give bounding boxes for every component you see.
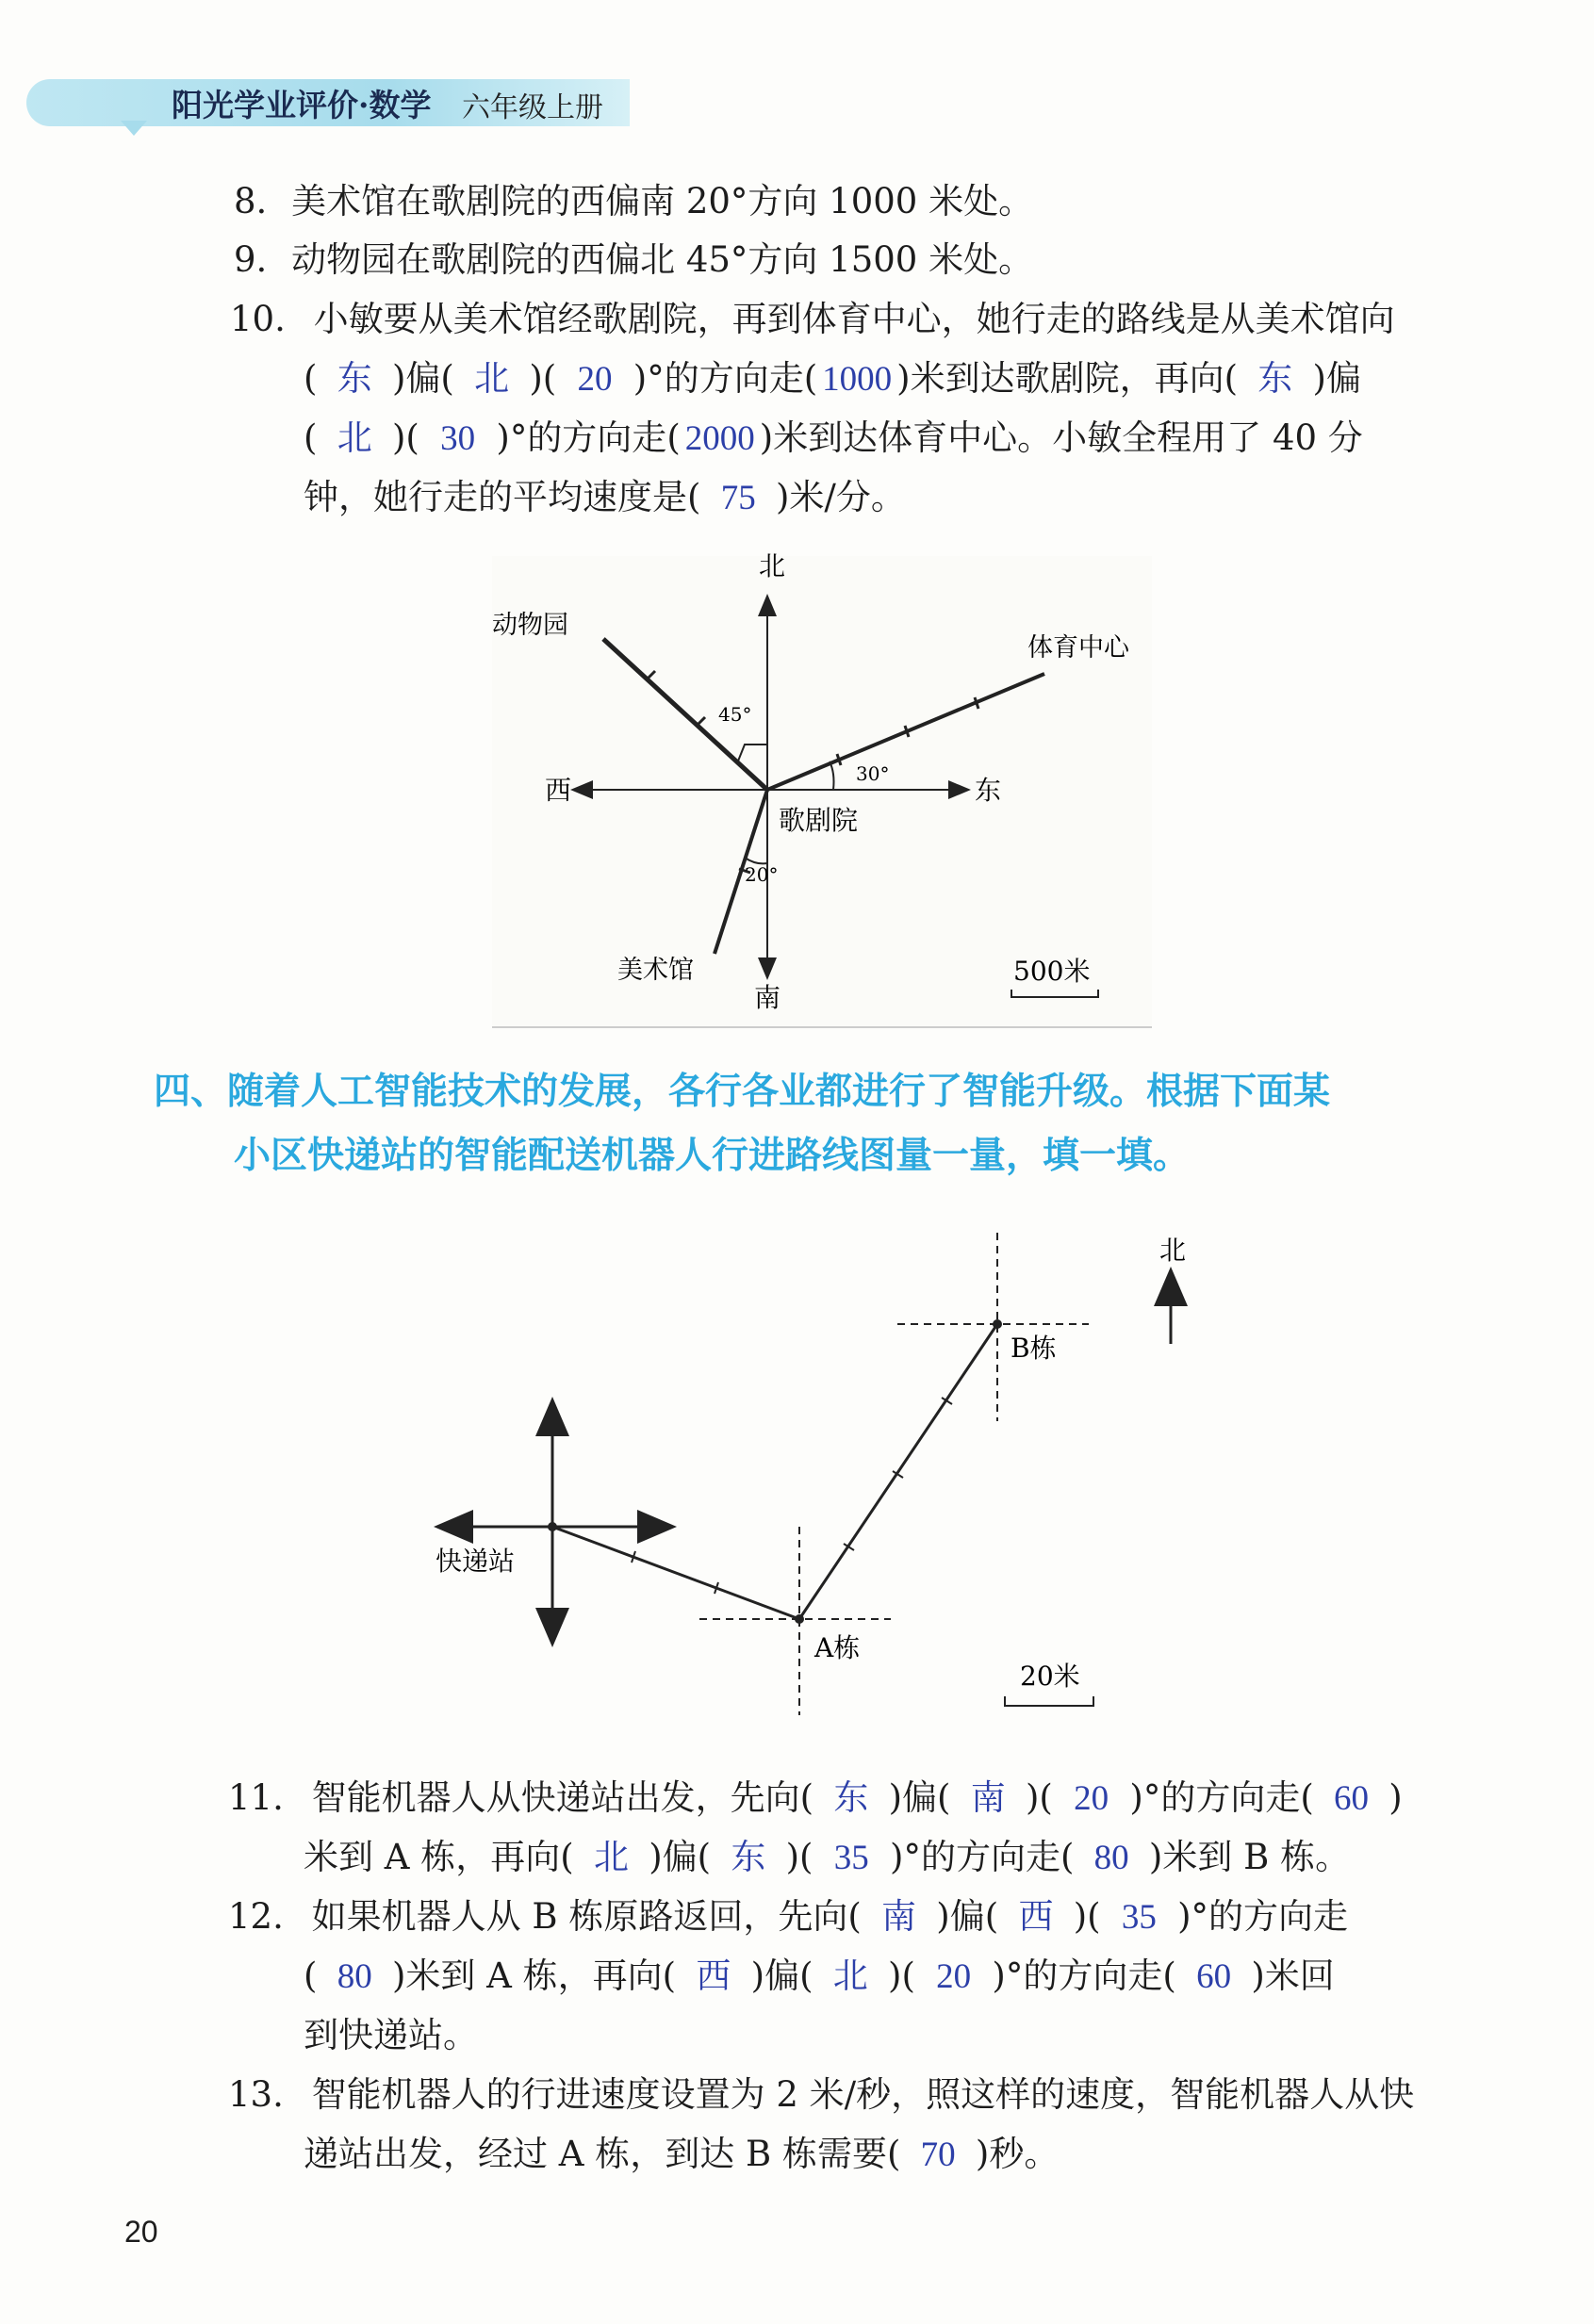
answer-blank[interactable]: 20	[936, 1957, 972, 1996]
map1-south-label: 南	[754, 982, 781, 1013]
answer-blank[interactable]: 北	[832, 1957, 868, 1996]
answer-blank[interactable]: 35	[1121, 1898, 1157, 1937]
text: 米到达歌剧院，再向	[910, 358, 1224, 399]
book-title: 阳光学业评价·数学	[172, 87, 432, 123]
section-4-title-line-2: 小区快递站的智能配送机器人行进路线图量一量，填一填。	[234, 1135, 1191, 1177]
angle-20-label: 20°	[745, 863, 779, 886]
question-12-line-1: 12. 如果机器人从 B 栋原路返回，先向( 南 )偏( 西 )( 35 )°的方向走	[228, 1894, 1348, 1940]
answer-blank[interactable]: 北	[474, 360, 510, 399]
question-13-line-1	[228, 2072, 1414, 2118]
map1-west-label: 西	[545, 775, 572, 806]
page-number: 20	[124, 2215, 158, 2249]
text: °的方向走	[903, 1837, 1060, 1877]
answer-blank[interactable]: 20	[1074, 1779, 1109, 1818]
map1-north-label: 北	[759, 550, 786, 581]
question-number: 11.	[228, 1777, 284, 1818]
text: °的方向走	[1191, 1896, 1349, 1937]
art-museum-label: 美术馆	[617, 956, 694, 985]
question-12-line-3	[304, 2013, 478, 2058]
text: °的方向走	[647, 358, 804, 399]
text: 米到 A 栋，再向	[405, 1956, 663, 1996]
station-label: 快递站	[435, 1546, 516, 1577]
text: 秒。	[989, 2134, 1060, 2174]
answer-blank[interactable]: 70	[920, 2136, 956, 2174]
angle-45-label: 45°	[718, 703, 752, 726]
map2-scale-bar	[1005, 1696, 1093, 1706]
text: 递站出发，经过 A 栋，到达 B 栋需要	[304, 2134, 887, 2174]
text: 偏	[405, 358, 441, 399]
sports-center-label: 体育中心	[1027, 633, 1129, 663]
text: °的方向走	[509, 417, 667, 458]
route-station-to-a	[552, 1527, 799, 1619]
answer-blank[interactable]: 北	[337, 419, 372, 458]
question-number: 9.	[234, 239, 268, 280]
zoo-label: 动物园	[492, 611, 568, 640]
text: 偏	[764, 1956, 800, 1996]
text: 智能机器人的行进速度设置为 2 米/秒，照这样的速度，智能机器人从快	[311, 2074, 1415, 2115]
grade-label: 六年级上册	[462, 91, 603, 124]
section-4-title-line-1: 四、随着人工智能技术的发展，各行各业都进行了智能升级。根据下面某	[154, 1071, 1331, 1113]
question-text: 小敏要从美术馆经歌剧院，再到体育中心，她行走的路线是从美术馆向	[313, 299, 1395, 339]
question-12-line-2: ( 80 )米到 A 栋，再向( 西 )偏( 北 )( 20 )°的方向走( 60 )米回	[304, 1954, 1335, 2000]
question-13-line-2: 递站出发，经过 A 栋，到达 B 栋需要( 70 )秒。	[304, 2132, 1059, 2178]
question-10-line-2: ( 东 )偏( 北 )( 20 )°的方向走( 1000 )米到达歌剧院，再向( 东 )偏	[304, 356, 1361, 402]
text: 米到达体育中心。小敏全程用了 40 分	[773, 417, 1363, 458]
answer-blank[interactable]: 西	[1018, 1898, 1054, 1937]
route-a-to-b	[799, 1324, 997, 1619]
text: 米回	[1264, 1956, 1335, 1996]
text: 偏	[662, 1837, 698, 1877]
answer-blank[interactable]: 80	[337, 1957, 372, 1996]
map1-east-label: 东	[975, 775, 1002, 806]
map2-north-label: 北	[1159, 1235, 1187, 1266]
answer-blank[interactable]: 东	[833, 1779, 869, 1818]
answer-blank[interactable]: 75	[720, 479, 756, 517]
text: 米/分。	[789, 477, 906, 517]
question-10-line-3: ( 北 )( 30 )°的方向走( 2000 )米到达体育中心。小敏全程用了 40 分	[304, 416, 1363, 462]
answer-blank[interactable]: 1000	[822, 360, 893, 399]
answer-blank[interactable]: 80	[1093, 1839, 1129, 1877]
answer-blank[interactable]: 60	[1334, 1779, 1370, 1818]
map1-scale-label: 500米	[1013, 956, 1091, 987]
question-11-line-2: 米到 A 栋，再向( 北 )偏( 东 )( 35 )°的方向走( 80 )米到 B 栋。	[304, 1835, 1350, 1881]
angle-30-label: 30°	[856, 762, 890, 785]
text: 偏	[902, 1777, 938, 1818]
answer-blank[interactable]: 2000	[684, 419, 755, 458]
question-text: 动物园在歌剧院的西偏北 45°方向 1500 米处。	[291, 239, 1034, 280]
text: 偏	[949, 1896, 985, 1937]
question-number: 13.	[228, 2074, 284, 2115]
answer-blank[interactable]: 西	[696, 1957, 731, 1996]
question-number: 12.	[228, 1896, 284, 1937]
text: 钟，她行走的平均速度是	[304, 477, 687, 517]
text: 米到 A 栋，再向	[304, 1837, 561, 1877]
question-11-line-1: 11. 智能机器人从快递站出发，先向( 东 )偏( 南 )( 20 )°的方向走( 60 )	[228, 1776, 1403, 1822]
answer-blank[interactable]: 35	[833, 1839, 869, 1877]
answer-blank[interactable]: 30	[440, 419, 476, 458]
question-number: 8.	[234, 181, 268, 221]
text: 到快递站。	[304, 2015, 478, 2055]
map2-scale-label: 20米	[1020, 1661, 1080, 1692]
question-number: 10.	[230, 299, 286, 339]
b-building-point	[993, 1319, 1002, 1329]
answer-blank[interactable]: 60	[1196, 1957, 1232, 1996]
answer-blank[interactable]: 东	[337, 360, 372, 399]
answer-blank[interactable]: 南	[970, 1779, 1006, 1818]
answer-blank[interactable]: 东	[1257, 360, 1293, 399]
question-text: 美术馆在歌剧院的西偏南 20°方向 1000 米处。	[291, 181, 1034, 221]
question-10-line-4: 钟，她行走的平均速度是( 75 )米/分。	[304, 475, 906, 521]
opera-house-label: 歌剧院	[779, 805, 859, 836]
text: °的方向走	[1142, 1777, 1301, 1818]
a-building-label: A栋	[814, 1632, 861, 1663]
answer-blank[interactable]: 20	[577, 360, 613, 399]
answer-blank[interactable]: 东	[731, 1839, 766, 1877]
b-building-label: B栋	[1011, 1333, 1057, 1364]
text: 偏	[1326, 358, 1361, 399]
text: °的方向走	[1005, 1956, 1163, 1996]
text: 如果机器人从 B 栋原路返回，先向	[311, 1896, 848, 1937]
text: 米到 B 栋。	[1162, 1837, 1351, 1877]
text: 智能机器人从快递站出发，先向	[311, 1777, 800, 1818]
answer-blank[interactable]: 南	[881, 1898, 917, 1937]
answer-blank[interactable]: 北	[593, 1839, 629, 1877]
